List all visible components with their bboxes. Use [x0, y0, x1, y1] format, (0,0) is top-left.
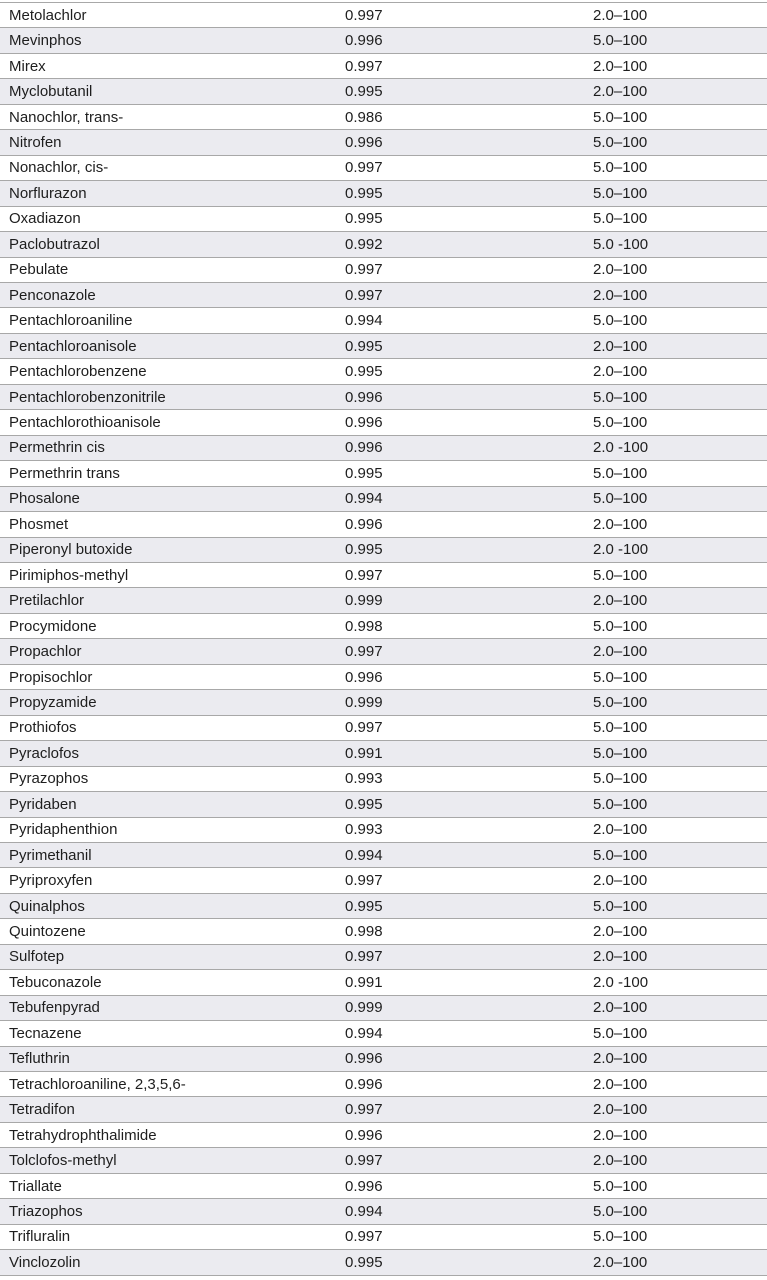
compound-name: Permethrin cis	[9, 439, 105, 457]
range-value: 5.0–100	[593, 897, 648, 915]
table-row	[0, 156, 767, 181]
table-row	[0, 894, 767, 919]
range-value: 5.0–100	[593, 210, 648, 228]
compound-name: Tefluthrin	[9, 1050, 70, 1068]
compound-name: Trifluralin	[9, 1228, 71, 1246]
compound-name: Tolclofos-methyl	[9, 1152, 117, 1170]
table-row	[0, 690, 767, 715]
range-value: 2.0 -100	[593, 973, 649, 991]
range-value: 5.0–100	[593, 617, 648, 635]
table-row	[0, 1123, 767, 1148]
table-row	[0, 1148, 767, 1173]
compound-name: Mirex	[9, 57, 46, 75]
compound-name: Tetradifon	[9, 1101, 75, 1119]
table-row	[0, 308, 767, 333]
r2-value: 0.999	[345, 592, 383, 610]
table-row	[0, 818, 767, 843]
r2-value: 0.995	[345, 210, 383, 228]
compound-name: Pentachlorothioanisole	[9, 413, 161, 431]
compound-name: Pyraclofos	[9, 744, 80, 762]
r2-value: 0.994	[345, 846, 383, 864]
compound-name: Triazophos	[9, 1203, 83, 1221]
range-value: 5.0–100	[593, 490, 648, 508]
r2-value: 0.997	[345, 1101, 383, 1119]
r2-value: 0.991	[345, 973, 383, 991]
range-value: 5.0–100	[593, 770, 648, 788]
r2-value: 0.996	[345, 133, 383, 151]
r2-value: 0.995	[345, 464, 383, 482]
range-value: 5.0–100	[593, 693, 648, 711]
table-row	[0, 1072, 767, 1097]
range-value: 5.0–100	[593, 1203, 648, 1221]
range-value: 5.0–100	[593, 1177, 648, 1195]
compound-name: Paclobutrazol	[9, 235, 100, 253]
table-row	[0, 359, 767, 384]
r2-value: 0.995	[345, 897, 383, 915]
r2-value: 0.995	[345, 541, 383, 559]
table-row	[0, 283, 767, 308]
range-value: 5.0 -100	[593, 235, 649, 253]
range-value: 5.0–100	[593, 668, 648, 686]
r2-value: 0.986	[345, 108, 383, 126]
r2-value: 0.995	[345, 184, 383, 202]
r2-value: 0.997	[345, 286, 383, 304]
compound-name: Tebufenpyrad	[9, 999, 100, 1017]
range-value: 2.0–100	[593, 821, 648, 839]
range-value: 2.0 -100	[593, 439, 649, 457]
r2-value: 0.996	[345, 439, 383, 457]
compound-name: Quinalphos	[9, 897, 85, 915]
r2-value: 0.996	[345, 32, 383, 50]
compound-name: Propachlor	[9, 643, 82, 661]
compound-name: Pentachloroanisole	[9, 337, 137, 355]
r2-value: 0.997	[345, 6, 383, 24]
table-row	[0, 538, 767, 563]
r2-value: 0.994	[345, 490, 383, 508]
compound-name: Metolachlor	[9, 6, 87, 24]
r2-value: 0.997	[345, 159, 383, 177]
compound-name: Pyridaphenthion	[9, 821, 118, 839]
compound-name: Permethrin trans	[9, 464, 120, 482]
range-value: 2.0 -100	[593, 541, 649, 559]
compound-name: Norflurazon	[9, 184, 87, 202]
range-value: 2.0–100	[593, 337, 648, 355]
range-value: 5.0–100	[593, 184, 648, 202]
r2-value: 0.997	[345, 57, 383, 75]
compound-name: Nitrofen	[9, 133, 62, 151]
compound-name: Tetrahydrophthalimide	[9, 1126, 157, 1144]
table-row	[0, 258, 767, 283]
compound-name: Oxadiazon	[9, 210, 81, 228]
table-row	[0, 970, 767, 995]
r2-value: 0.997	[345, 566, 383, 584]
table-row	[0, 130, 767, 155]
table-row	[0, 512, 767, 537]
range-value: 2.0–100	[593, 1152, 648, 1170]
table-row	[0, 1097, 767, 1122]
table-row	[0, 588, 767, 613]
table-row	[0, 1021, 767, 1046]
r2-value: 0.998	[345, 923, 383, 941]
table-row	[0, 1250, 767, 1275]
range-value: 2.0–100	[593, 1050, 648, 1068]
r2-value: 0.997	[345, 643, 383, 661]
compound-name: Nonachlor, cis-	[9, 159, 109, 177]
r2-value: 0.994	[345, 1024, 383, 1042]
r2-value: 0.997	[345, 1152, 383, 1170]
range-value: 2.0–100	[593, 515, 648, 533]
table-row	[0, 1199, 767, 1224]
table-row	[0, 105, 767, 130]
table-row	[0, 639, 767, 664]
range-value: 2.0–100	[593, 1101, 648, 1119]
table-row	[0, 207, 767, 232]
compound-name: Vinclozolin	[9, 1253, 81, 1271]
table-row	[0, 741, 767, 766]
table-row	[0, 614, 767, 639]
table-row	[0, 843, 767, 868]
table-row	[0, 436, 767, 461]
r2-value: 0.996	[345, 515, 383, 533]
range-value: 2.0–100	[593, 286, 648, 304]
compound-name: Propyzamide	[9, 693, 97, 711]
range-value: 5.0–100	[593, 566, 648, 584]
table-row	[0, 1225, 767, 1250]
compound-name: Pyrimethanil	[9, 846, 92, 864]
r2-value: 0.996	[345, 1050, 383, 1068]
range-value: 5.0–100	[593, 464, 648, 482]
r2-value: 0.992	[345, 235, 383, 253]
compound-name: Pyriproxyfen	[9, 872, 93, 890]
range-value: 5.0–100	[593, 388, 648, 406]
range-value: 2.0–100	[593, 643, 648, 661]
compound-name: Pyridaben	[9, 795, 77, 813]
compound-name: Pirimiphos-methyl	[9, 566, 129, 584]
table-row	[0, 3, 767, 28]
r2-value: 0.997	[345, 261, 383, 279]
range-value: 5.0–100	[593, 719, 648, 737]
compound-name: Mevinphos	[9, 32, 82, 50]
range-value: 2.0–100	[593, 1075, 648, 1093]
r2-value: 0.996	[345, 388, 383, 406]
table-row	[0, 232, 767, 257]
r2-value: 0.995	[345, 1253, 383, 1271]
compound-name: Tecnazene	[9, 1024, 82, 1042]
r2-value: 0.991	[345, 744, 383, 762]
range-value: 2.0–100	[593, 1126, 648, 1144]
table-row	[0, 410, 767, 435]
r2-value: 0.996	[345, 413, 383, 431]
compound-name: Pentachlorobenzene	[9, 363, 147, 381]
table-row	[0, 868, 767, 893]
table-row	[0, 665, 767, 690]
r2-value: 0.993	[345, 821, 383, 839]
r2-value: 0.995	[345, 337, 383, 355]
table-row	[0, 28, 767, 53]
range-value: 5.0–100	[593, 413, 648, 431]
table-row	[0, 1047, 767, 1072]
table-row	[0, 54, 767, 79]
compound-name: Pebulate	[9, 261, 69, 279]
r2-value: 0.997	[345, 719, 383, 737]
r2-value: 0.996	[345, 1075, 383, 1093]
range-value: 2.0–100	[593, 948, 648, 966]
range-value: 2.0–100	[593, 6, 648, 24]
table-row	[0, 767, 767, 792]
r2-value: 0.994	[345, 1203, 383, 1221]
range-value: 2.0–100	[593, 83, 648, 101]
range-value: 2.0–100	[593, 592, 648, 610]
range-value: 5.0–100	[593, 1228, 648, 1246]
table-row	[0, 79, 767, 104]
table-row	[0, 385, 767, 410]
range-value: 5.0–100	[593, 32, 648, 50]
range-value: 2.0–100	[593, 363, 648, 381]
table-row	[0, 996, 767, 1021]
compound-name: Tetrachloroaniline, 2,3,5,6-	[9, 1075, 186, 1093]
r2-value: 0.996	[345, 1126, 383, 1144]
compound-name: Quintozene	[9, 923, 86, 941]
table-row	[0, 487, 767, 512]
table-row	[0, 461, 767, 486]
table-row	[0, 334, 767, 359]
table-row	[0, 919, 767, 944]
table-row	[0, 181, 767, 206]
r2-value: 0.996	[345, 668, 383, 686]
range-value: 2.0–100	[593, 872, 648, 890]
range-value: 5.0–100	[593, 795, 648, 813]
compound-name: Penconazole	[9, 286, 96, 304]
compound-name: Pyrazophos	[9, 770, 89, 788]
range-value: 5.0–100	[593, 744, 648, 762]
range-value: 2.0–100	[593, 1253, 648, 1271]
range-value: 2.0–100	[593, 923, 648, 941]
r2-value: 0.999	[345, 999, 383, 1017]
range-value: 5.0–100	[593, 846, 648, 864]
range-value: 2.0–100	[593, 261, 648, 279]
table-row	[0, 792, 767, 817]
compound-name: Pretilachlor	[9, 592, 85, 610]
compound-name: Phosmet	[9, 515, 69, 533]
table-row	[0, 716, 767, 741]
compound-name: Sulfotep	[9, 948, 65, 966]
range-value: 5.0–100	[593, 159, 648, 177]
compound-name: Procymidone	[9, 617, 97, 635]
range-value: 2.0–100	[593, 999, 648, 1017]
r2-value: 0.998	[345, 617, 383, 635]
r2-value: 0.997	[345, 948, 383, 966]
r2-value: 0.996	[345, 1177, 383, 1195]
compound-name: Propisochlor	[9, 668, 93, 686]
r2-value: 0.995	[345, 363, 383, 381]
table-row	[0, 945, 767, 970]
r2-value: 0.995	[345, 83, 383, 101]
table-row	[0, 563, 767, 588]
compound-name: Phosalone	[9, 490, 80, 508]
r2-value: 0.993	[345, 770, 383, 788]
range-value: 2.0–100	[593, 57, 648, 75]
compound-name: Pentachlorobenzonitrile	[9, 388, 166, 406]
table-row	[0, 1174, 767, 1199]
compound-name: Tebuconazole	[9, 973, 102, 991]
compound-name: Pentachloroaniline	[9, 312, 133, 330]
compound-name: Prothiofos	[9, 719, 77, 737]
compound-name: Myclobutanil	[9, 83, 93, 101]
compound-name: Nanochlor, trans-	[9, 108, 124, 126]
r2-value: 0.999	[345, 693, 383, 711]
r2-value: 0.994	[345, 312, 383, 330]
range-value: 5.0–100	[593, 108, 648, 126]
compound-name: Triallate	[9, 1177, 62, 1195]
compound-name: Piperonyl butoxide	[9, 541, 133, 559]
r2-value: 0.995	[345, 795, 383, 813]
range-value: 5.0–100	[593, 133, 648, 151]
r2-value: 0.997	[345, 1228, 383, 1246]
data-table	[0, 2, 767, 1276]
r2-value: 0.997	[345, 872, 383, 890]
range-value: 5.0–100	[593, 312, 648, 330]
range-value: 5.0–100	[593, 1024, 648, 1042]
